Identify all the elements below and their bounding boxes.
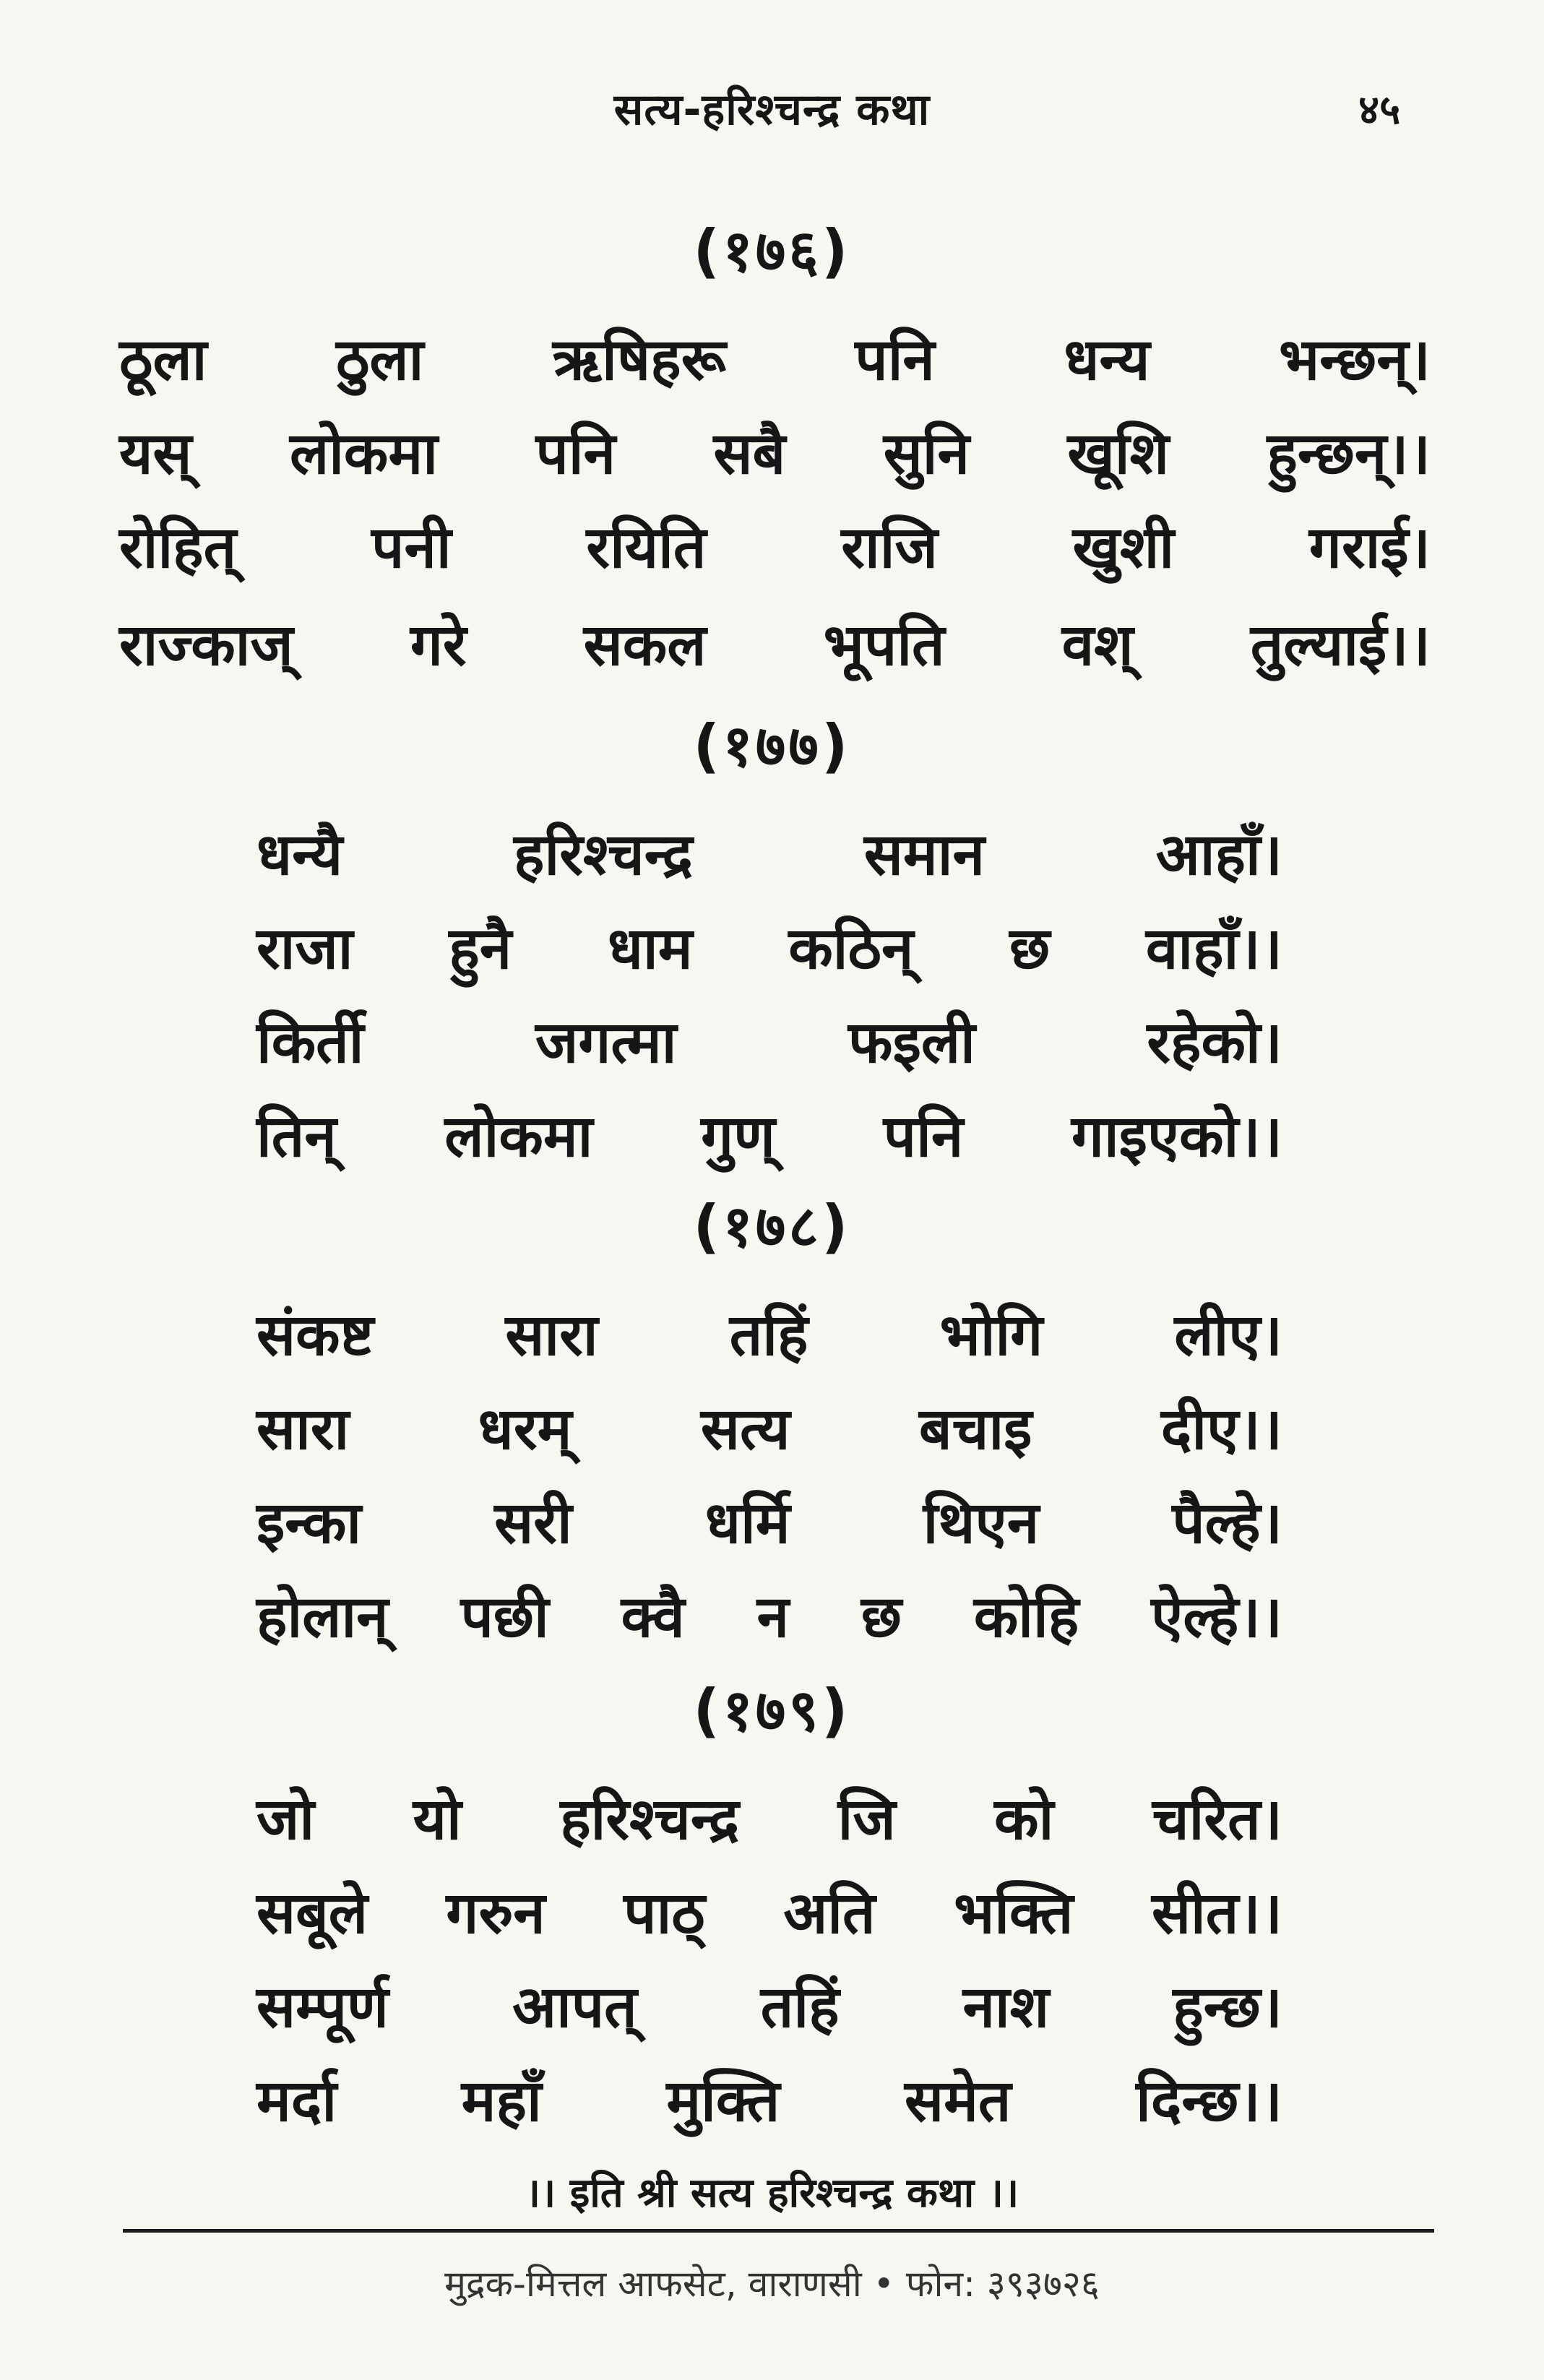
verse-word: सबूले — [256, 1879, 368, 1946]
verse-word: सकल — [583, 611, 707, 678]
verse-word: छ — [861, 1583, 902, 1650]
verse-number: (१७७) — [693, 712, 851, 780]
verse-word: गराई। — [1308, 514, 1431, 581]
verse-word: पनि — [535, 420, 616, 487]
verse-word: सारा — [256, 1395, 350, 1462]
verse-word: राज्काज् — [119, 611, 293, 678]
verse-word: गुण् — [701, 1103, 775, 1170]
verse-line — [256, 1871, 1282, 1951]
verse-word: खुशी — [1072, 514, 1175, 581]
verse-word: पनि — [855, 326, 935, 393]
verse-line — [256, 907, 1282, 986]
verse-word: मर्दा — [256, 2067, 337, 2134]
verse-number: (१७९) — [693, 1677, 851, 1744]
verse-word: धाम — [607, 915, 693, 982]
verse-word: तिन् — [256, 1103, 337, 1170]
verse-word: जगत्मा — [535, 1009, 677, 1076]
verse-word: ऐल्हे।। — [1151, 1583, 1282, 1650]
colophon: ।। इति श्री सत्य हरिश्चन्द्र कथा ।। — [525, 2170, 1019, 2217]
verse-line — [256, 1387, 1282, 1467]
verse-word: लीए। — [1174, 1301, 1282, 1368]
verse-word: को — [994, 1785, 1054, 1853]
verse-word: फइली — [848, 1009, 975, 1076]
verse-word: क्वै — [621, 1583, 685, 1650]
verse-word: भन्छन्। — [1279, 326, 1431, 393]
verse-word: जो — [256, 1785, 315, 1853]
verse-word: गरुन — [446, 1879, 545, 1946]
verse-word: भूपति — [823, 611, 945, 678]
verse-word: पनि — [883, 1103, 964, 1170]
verse-word: आपत् — [512, 1973, 637, 2040]
verse-word: थिएन — [923, 1489, 1040, 1556]
running-title: सत्य-हरिश्चन्द्र कथा — [613, 85, 931, 135]
verse-word: छ — [1009, 915, 1051, 982]
verse-line — [119, 318, 1431, 397]
verse-word: गरे — [410, 611, 467, 678]
verse-word: महाँ — [461, 2067, 542, 2134]
verse-word: हरिश्चन्द्र — [514, 821, 693, 888]
verse-word: धन्य — [1064, 326, 1150, 393]
verse-word: बचाइ — [918, 1395, 1032, 1462]
verse-word: लोकमा — [444, 1103, 593, 1170]
verse-word: यस् — [119, 420, 192, 487]
verse-word: समान — [863, 821, 985, 888]
verse-word: खूशि — [1067, 420, 1169, 487]
verse-word: किर्ती — [256, 1009, 364, 1076]
verse-line — [256, 1481, 1282, 1561]
verse-word: लोकमा — [289, 420, 438, 487]
verse-line — [119, 603, 1431, 683]
verse-line — [256, 1095, 1282, 1174]
verse-word: भक्ति — [954, 1879, 1074, 1946]
verse-word: चरित। — [1152, 1785, 1282, 1853]
verse-line — [256, 1575, 1282, 1655]
verse-word: इन्का — [256, 1489, 362, 1556]
verse-word: ठुला — [335, 326, 424, 393]
verse-word: पनी — [371, 514, 452, 581]
verse-word: होलान् — [256, 1583, 389, 1650]
verse-word: राजा — [256, 915, 353, 982]
verse-word: रयिति — [586, 514, 707, 581]
verse-word: पाठ् — [624, 1879, 705, 1946]
verse-line — [256, 1965, 1282, 2045]
verse-word: अति — [783, 1879, 876, 1946]
verse-line — [256, 2059, 1282, 2139]
verse-word: रहेको। — [1147, 1009, 1282, 1076]
verse-word: ठूला — [119, 326, 207, 393]
verse-word: ऋषिहरू — [552, 326, 726, 393]
printer-footer: मुद्रक-मित्तल आफसेट, वाराणसी • फोन: ३९३७२६ — [444, 2263, 1100, 2305]
verse-number: (१७६) — [693, 217, 851, 285]
verse-number: (१७८) — [693, 1193, 851, 1260]
verse-word: यो — [413, 1785, 462, 1853]
verse-word: सत्य — [700, 1395, 790, 1462]
verse-word: जि — [837, 1785, 896, 1853]
verse-line — [256, 813, 1282, 892]
verse-word: राजि — [841, 514, 938, 581]
verse-word: गाइएको।। — [1071, 1103, 1282, 1170]
verse-word: सम्पूर्ण — [256, 1973, 389, 2040]
verse-word: धन्यै — [256, 821, 343, 888]
verse-word: पछी — [460, 1583, 549, 1650]
verse-word: वाहाँ।। — [1145, 915, 1282, 982]
verse-word: दिन्छ।। — [1136, 2067, 1282, 2134]
verse-word: तुल्याई।। — [1250, 611, 1431, 678]
verse-word: न — [756, 1583, 789, 1650]
verse-word: पैल्हे। — [1172, 1489, 1282, 1556]
verse-word: हुनै — [449, 915, 512, 982]
verse-word: सारा — [505, 1301, 598, 1368]
verse-word: कोहि — [973, 1583, 1079, 1650]
verse-word: कठिन् — [788, 915, 914, 982]
footer-divider — [123, 2229, 1434, 2233]
verse-word: मुक्ति — [666, 2067, 780, 2134]
verse-word: सीत।। — [1151, 1879, 1282, 1946]
verse-word: हुन्छ। — [1173, 1973, 1282, 2040]
verse-word: समेत — [905, 2067, 1012, 2134]
verse-word: संकष्ट — [256, 1301, 374, 1368]
verse-word: धर्मि — [704, 1489, 790, 1556]
verse-word: दीए।। — [1160, 1395, 1282, 1462]
verse-word: नाश — [962, 1973, 1050, 2040]
page-number: ४५ — [1358, 87, 1401, 134]
verse-word: सरी — [494, 1489, 572, 1556]
verse-word: तहिं — [760, 1973, 840, 2040]
verse-line — [119, 506, 1431, 585]
verse-word: सुनि — [883, 420, 970, 487]
verse-word: हरिश्चन्द्र — [560, 1785, 740, 1853]
verse-word: तहिं — [729, 1301, 808, 1368]
verse-word: आहाँ। — [1155, 821, 1282, 888]
verse-word: धरम् — [478, 1395, 572, 1462]
verse-word: रोहित् — [119, 514, 237, 581]
verse-word: हुन्छन्।। — [1267, 420, 1431, 487]
verse-word: भोगि — [939, 1301, 1043, 1368]
verse-line — [256, 1777, 1282, 1857]
verse-line — [256, 1293, 1282, 1373]
verse-line — [119, 412, 1431, 491]
verse-word: सबै — [713, 420, 786, 487]
verse-word: वश् — [1061, 611, 1134, 678]
verse-line — [256, 1001, 1282, 1080]
